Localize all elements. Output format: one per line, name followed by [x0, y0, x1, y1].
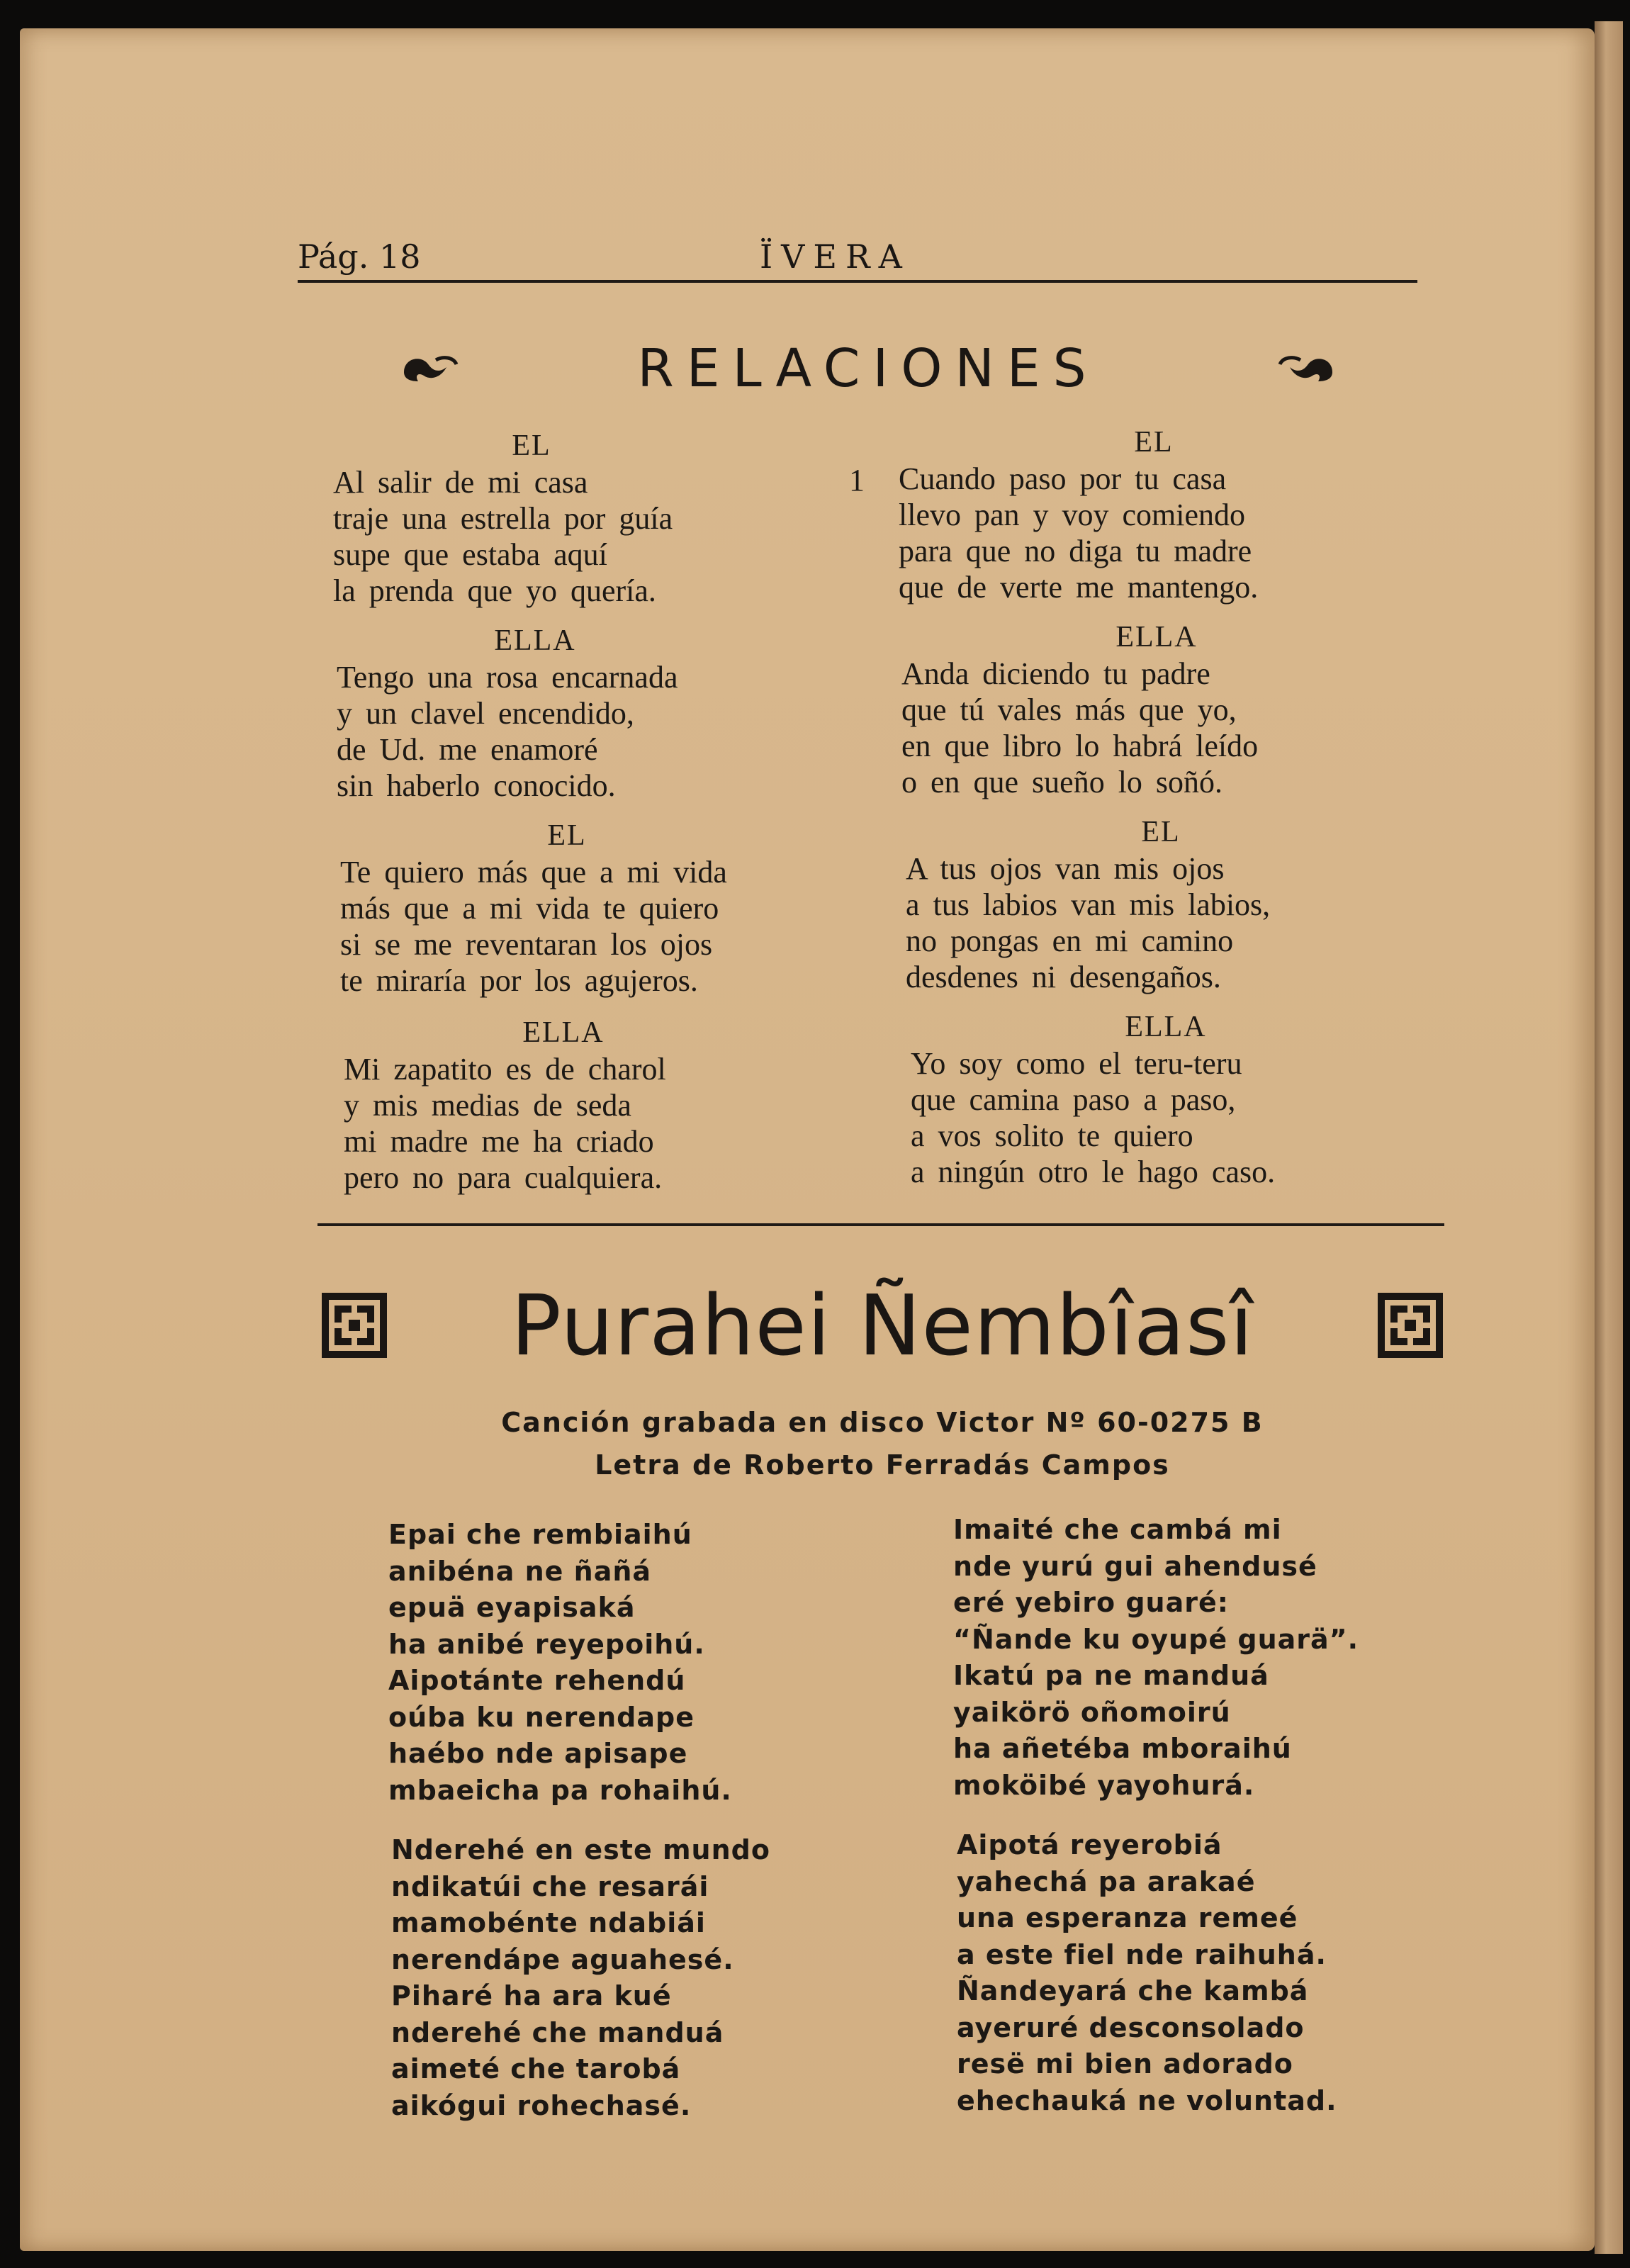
verse-line: en que libro lo habrá leído — [901, 729, 1259, 763]
stanza-right-1 — [899, 425, 1409, 605]
verse-line: Te quiero más que a mi vida — [340, 855, 727, 889]
page-number: Pág. 18 — [298, 237, 421, 276]
stanza-speaker: ELLA — [522, 1016, 605, 1049]
verse-line: de Ud. me enamoré — [337, 732, 598, 767]
song-lyricist: Letra de Roberto Ferradás Campos — [595, 1449, 1170, 1481]
lyric-line: Ikatú pa ne manduá — [953, 1660, 1269, 1691]
lyric-line: moköibé yayohurá. — [953, 1769, 1255, 1801]
margin-number: 1 — [849, 463, 865, 498]
verse-line: Anda diciendo tu padre — [901, 656, 1210, 691]
right-fretwork-icon — [1375, 1290, 1446, 1361]
verse-line: A tus ojos van mis ojos — [906, 851, 1225, 886]
left-fretwork-icon — [319, 1290, 390, 1361]
stanza-speaker: ELLA — [1125, 1011, 1207, 1043]
verse-line: desdenes ni desengaños. — [906, 960, 1221, 994]
song-title: Purahei Ñembîasî — [510, 1276, 1254, 1374]
verse-line: a tus labios van mis labios, — [906, 887, 1271, 922]
page-header — [298, 237, 1417, 280]
verse-line: o en que sueño lo soñó. — [901, 765, 1223, 799]
verse-line: a vos solito te quiero — [911, 1118, 1193, 1153]
lyric-line: “Ñande ku oyupé guarä”. — [953, 1623, 1359, 1655]
stanza-left-2 — [337, 624, 734, 804]
right-ornament-icon — [1276, 347, 1339, 390]
lyric-stanza-left-1 — [388, 1517, 732, 1809]
verse-line: la prenda que yo quería. — [333, 573, 656, 608]
header-rule — [298, 280, 1417, 283]
journal-title: ÏVERA — [760, 237, 911, 276]
lyric-line: Aipotá reyerobiá — [957, 1829, 1222, 1860]
lyric-line: yaikörö oñomoirú — [953, 1696, 1231, 1728]
lyric-line: Epai che rembiaihú — [388, 1519, 692, 1550]
lyric-line: epuä eyapisaká — [388, 1592, 636, 1623]
lyric-line: aimeté che tarobá — [391, 2053, 681, 2084]
verse-line: pero no para cualquiera. — [344, 1160, 663, 1195]
verse-line: más que a mi vida te quiero — [340, 891, 719, 926]
lyric-line: nderehé che manduá — [391, 2016, 724, 2048]
lyric-line: yahechá pa arakaé — [957, 1865, 1256, 1897]
lyric-line: Imaité che cambá mi — [953, 1514, 1282, 1545]
left-ornament-icon — [397, 347, 461, 390]
lyric-line: a este fiel nde raihuhá. — [957, 1938, 1327, 1970]
song-heading — [319, 1276, 1446, 1374]
verse-line: Cuando paso por tu casa — [899, 461, 1227, 496]
stanza-right-4 — [911, 1010, 1421, 1190]
stanza-speaker: ELLA — [1115, 621, 1198, 653]
lyric-line: eré yebiro guaré: — [953, 1587, 1229, 1618]
verse-line: que camina paso a paso, — [911, 1082, 1236, 1117]
verse-line: si se me reventaran los ojos — [340, 927, 713, 962]
lyric-line: ndikatúi che resarái — [391, 1870, 709, 1902]
lyric-line: ha anibé reyepoihú. — [388, 1628, 705, 1660]
verse-line: mi madre me ha criado — [344, 1124, 654, 1159]
lyric-line: Nderehé en este mundo — [391, 1834, 770, 1865]
lyric-line: Piharé ha ara kué — [391, 1980, 672, 2011]
lyric-stanza-right-1 — [953, 1512, 1359, 1804]
lyric-stanza-left-2 — [391, 1832, 770, 2124]
lyric-line: ha añetéba mboraihú — [953, 1733, 1292, 1764]
lyric-line: nerendápe aguahesé. — [391, 1943, 734, 1975]
verse-line: que de verte me mantengo. — [899, 570, 1259, 605]
verse-line: que tú vales más que yo, — [901, 692, 1237, 727]
relaciones-title: RELACIONES — [637, 338, 1099, 399]
verse-line: Tengo una rosa encarnada — [337, 660, 678, 695]
stanza-left-3 — [340, 819, 850, 999]
stanza-speaker: EL — [1141, 816, 1181, 848]
verse-line: Yo soy como el teru-teru — [911, 1046, 1242, 1081]
verse-line: para que no diga tu madre — [899, 534, 1252, 568]
lyric-line: ayeruré desconsolado — [957, 2011, 1305, 2043]
lyric-line: mamobénte ndabiái — [391, 1907, 706, 1938]
stanza-left-4 — [344, 1016, 783, 1196]
lyric-line: Ñandeyará che kambá — [957, 1975, 1309, 2006]
song-recording-info: Canción grabada en disco Victor Nº 60-0275 B — [501, 1407, 1264, 1438]
lyric-line: ehechauká ne voluntad. — [957, 2084, 1337, 2116]
verse-line: Mi zapatito es de charol — [344, 1052, 666, 1087]
relaciones-heading — [397, 340, 1339, 397]
verse-line: a ningún otro le hago caso. — [911, 1155, 1276, 1189]
stanza-right-3 — [906, 815, 1416, 995]
facing-page-edge — [1595, 21, 1623, 2254]
verse-line: te miraría por los agujeros. — [340, 963, 698, 998]
verse-line: sin haberlo conocido. — [337, 768, 616, 803]
lyric-line: una esperanza remeé — [957, 1902, 1298, 1933]
lyric-line: Aipotánte rehendú — [388, 1665, 686, 1696]
verse-line: y un clavel encendido, — [337, 696, 634, 731]
stanza-right-2 — [901, 620, 1412, 800]
stanza-speaker: ELLA — [494, 624, 576, 657]
lyric-line: aikógui rohechasé. — [391, 2089, 692, 2121]
lyric-line: resë mi bien adorado — [957, 2048, 1293, 2079]
section-divider — [317, 1223, 1444, 1226]
lyric-line: oúba ku nerendape — [388, 1701, 695, 1733]
verse-line: supe que estaba aquí — [333, 537, 607, 572]
stanza-left-1 — [333, 429, 730, 609]
lyric-line: haébo nde apisape — [388, 1738, 688, 1769]
verse-line: llevo pan y voy comiendo — [899, 498, 1246, 532]
verse-line: Al salir de mi casa — [333, 465, 588, 500]
verse-line: no pongas en mi camino — [906, 924, 1234, 958]
lyric-stanza-right-2 — [957, 1827, 1337, 2119]
stanza-speaker: EL — [547, 819, 587, 852]
lyric-line: anibéna ne ñañá — [388, 1555, 652, 1587]
stanza-speaker: EL — [512, 430, 551, 462]
lyric-line: mbaeicha pa rohaihú. — [388, 1774, 732, 1806]
verse-line: traje una estrella por guía — [333, 501, 673, 536]
verse-line: y mis medias de seda — [344, 1088, 631, 1123]
stanza-speaker: EL — [1134, 426, 1174, 459]
lyric-line: nde yurú gui ahendusé — [953, 1550, 1317, 1582]
